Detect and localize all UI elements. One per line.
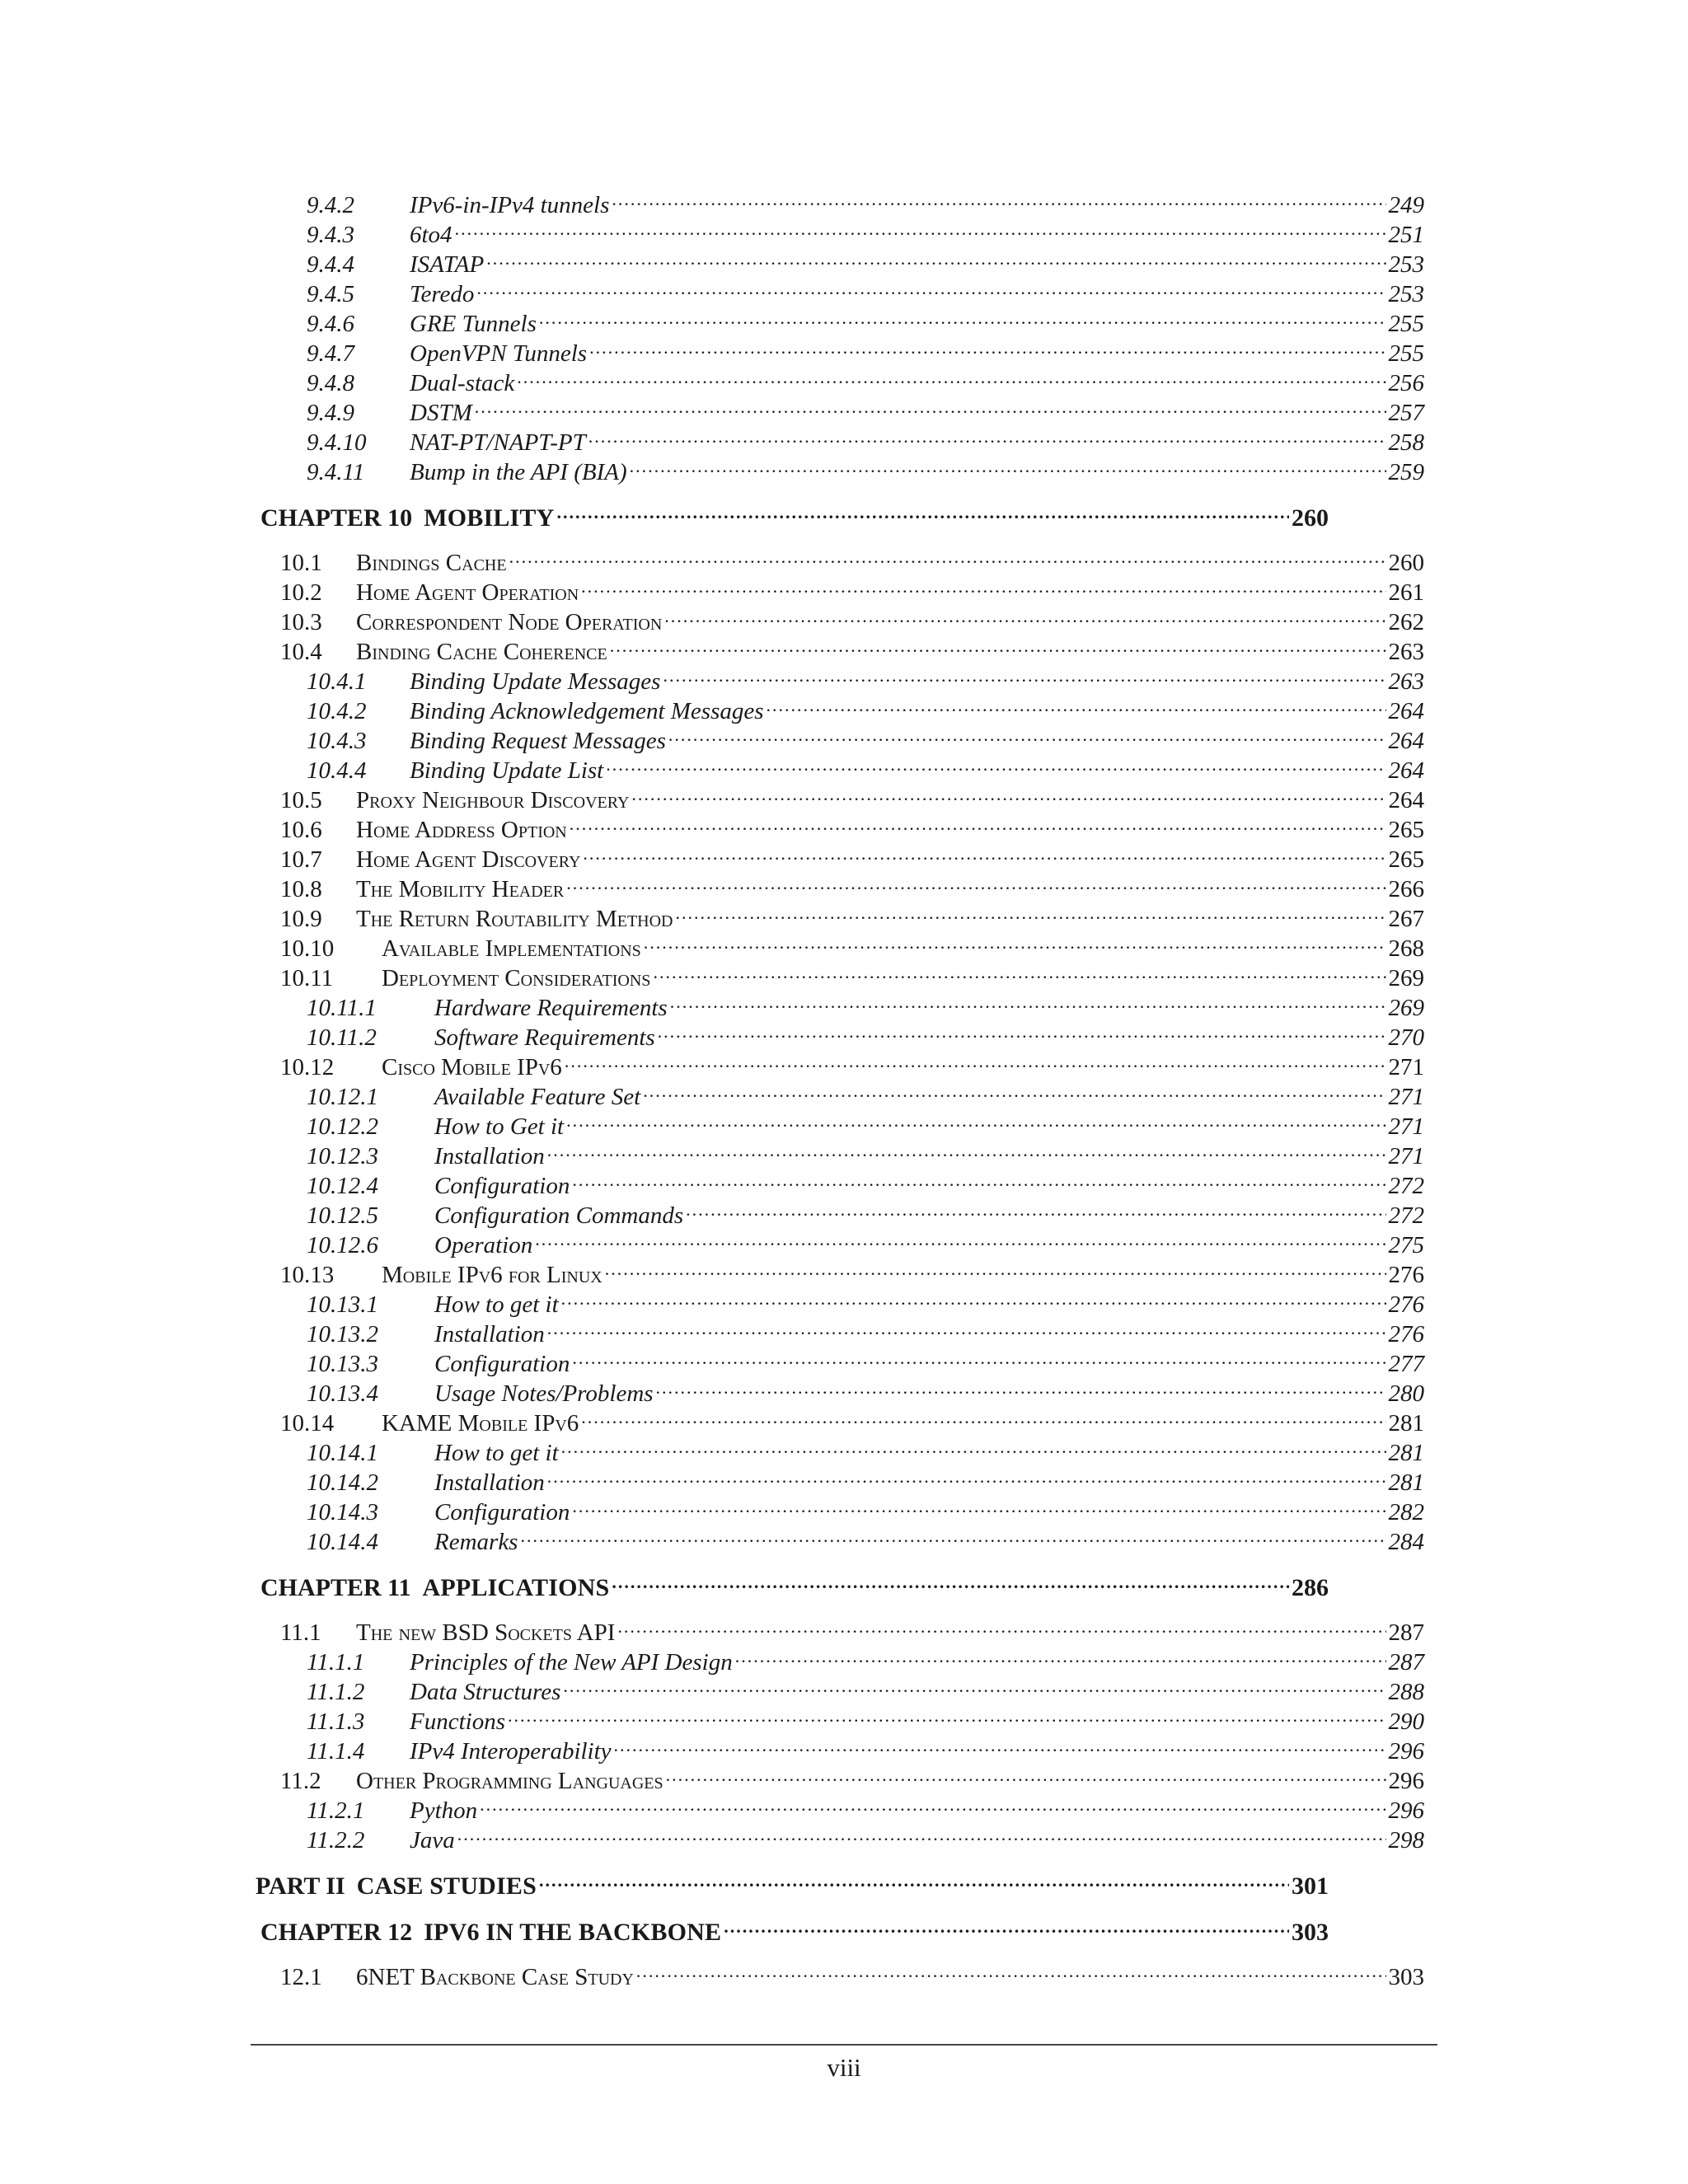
toc-entry[interactable]	[280, 897, 1424, 932]
dot-leader	[539, 1864, 1289, 1894]
toc-entry-page: 275	[1388, 1232, 1424, 1258]
toc-entry-number: 12.1	[280, 1964, 322, 1990]
toc-entry-page: 262	[1388, 609, 1424, 635]
dot-leader	[486, 242, 1386, 272]
dot-leader	[631, 778, 1386, 808]
toc-entry-number: 11.2	[280, 1768, 321, 1794]
dot-leader	[570, 808, 1386, 837]
toc-entry[interactable]	[280, 1955, 1424, 1990]
toc-entry-title: Available Implementations	[382, 935, 641, 962]
toc-entry[interactable]	[280, 926, 1424, 962]
toc-entry-page: 281	[1388, 1469, 1424, 1496]
dot-leader	[643, 1075, 1386, 1104]
toc-entry-number: 10.4.2	[307, 698, 367, 724]
toc-entry-title: Deployment Considerations	[382, 965, 651, 991]
dot-leader	[517, 361, 1386, 391]
toc-entry-page: 264	[1388, 757, 1424, 784]
toc-entry-page: 258	[1388, 429, 1424, 456]
toc-entry-number: 10.13.2	[307, 1321, 378, 1347]
dot-leader	[668, 719, 1386, 748]
toc-entry-page: 265	[1388, 846, 1424, 873]
toc-entry[interactable]	[307, 1164, 1424, 1199]
toc-entry-page: 251	[1388, 222, 1424, 248]
toc-entry[interactable]	[280, 1045, 1424, 1080]
dot-leader	[653, 956, 1386, 986]
toc-entry[interactable]	[307, 1104, 1424, 1140]
toc-entry-number: 10.14.3	[307, 1499, 378, 1526]
toc-entry-page: 277	[1388, 1351, 1424, 1377]
toc-entry[interactable]	[307, 1729, 1424, 1765]
toc-entry[interactable]	[307, 1371, 1424, 1407]
toc-entry-number: 9.4.11	[307, 459, 365, 485]
dot-leader	[572, 1164, 1386, 1193]
toc-entry-number: 10.11.1	[307, 995, 377, 1021]
toc-entry-title: Installation	[434, 1321, 545, 1347]
toc-entry-title: Hardware Requirements	[434, 995, 668, 1021]
toc-entry-page: 266	[1388, 876, 1424, 902]
toc-entry-title: Binding Acknowledgement Messages	[410, 698, 764, 724]
dot-leader	[658, 1015, 1386, 1045]
toc-entry[interactable]	[307, 1520, 1424, 1555]
toc-entry[interactable]	[307, 242, 1424, 278]
toc-entry[interactable]	[307, 1223, 1424, 1258]
dot-leader	[676, 897, 1386, 926]
toc-entry-number: 10.8	[280, 876, 322, 902]
dot-leader	[686, 1193, 1386, 1223]
toc-entry[interactable]	[307, 1490, 1424, 1526]
toc-entry-page: 267	[1388, 906, 1424, 932]
toc-entry[interactable]	[307, 213, 1424, 248]
toc-entry-title: Installation	[434, 1143, 545, 1169]
toc-entry-number: 9.4.5	[307, 281, 354, 307]
dot-leader	[547, 1460, 1386, 1490]
dot-leader	[455, 213, 1386, 242]
toc-chapter-entry[interactable]	[260, 1566, 1329, 1601]
toc-entry[interactable]	[307, 719, 1424, 754]
toc-entry[interactable]	[280, 956, 1424, 991]
toc-entry[interactable]	[307, 361, 1424, 396]
toc-entry-title: Usage Notes/Problems	[434, 1380, 654, 1407]
toc-entry-number: 10.14.2	[307, 1469, 378, 1496]
toc-entry-title: 6NET Backbone Case Study	[356, 1964, 634, 1990]
toc-entry[interactable]	[307, 1015, 1424, 1051]
toc-entry[interactable]	[307, 1788, 1424, 1824]
toc-entry-title: CASE STUDIES	[356, 1872, 537, 1900]
toc-entry-page: 281	[1388, 1410, 1424, 1436]
toc-entry-number: 9.4.7	[307, 340, 354, 367]
toc-entry-title: The Return Routability Method	[356, 906, 673, 932]
toc-entry-page: 286	[1292, 1574, 1329, 1601]
toc-entry-title: Mobile IPv6 for Linux	[382, 1262, 603, 1288]
toc-entry-page: 269	[1388, 965, 1424, 991]
toc-entry-page: 296	[1388, 1738, 1424, 1765]
toc-entry[interactable]	[307, 689, 1424, 724]
toc-chapter-entry[interactable]	[256, 1864, 1329, 1900]
footer-page-number: viii	[827, 2053, 861, 2082]
toc-entry-title: Other Programming Languages	[356, 1768, 663, 1794]
toc-entry-number: 10.11.2	[307, 1024, 377, 1051]
dot-leader	[588, 420, 1386, 450]
toc-entry[interactable]	[307, 1075, 1424, 1110]
dot-leader	[566, 1104, 1386, 1134]
toc-entry-page: 288	[1388, 1679, 1424, 1705]
toc-entry-number: 10.12.4	[307, 1173, 378, 1199]
toc-entry[interactable]	[307, 1431, 1424, 1466]
toc-entry-number: CHAPTER 12	[260, 1919, 413, 1946]
dot-leader	[664, 600, 1386, 630]
toc-entry[interactable]	[280, 570, 1424, 606]
dot-leader	[565, 1045, 1386, 1075]
toc-entry-title: How to get it	[434, 1440, 559, 1466]
toc-entry-title: Java	[410, 1827, 455, 1854]
toc-entry-title: How to Get it	[434, 1113, 565, 1140]
toc-entry[interactable]	[307, 986, 1424, 1021]
toc-entry-title: Available Feature Set	[434, 1084, 641, 1110]
toc-entry-title: Functions	[410, 1708, 505, 1735]
dot-leader	[480, 1788, 1386, 1818]
toc-entry-title: 6to4	[410, 222, 452, 248]
toc-entry-number: 10.7	[280, 846, 322, 873]
toc-entry-title: Home Address Option	[356, 817, 567, 843]
toc-entry-number: CHAPTER 10	[260, 504, 413, 532]
toc-entry-page: 296	[1388, 1768, 1424, 1794]
toc-entry-title: Configuration	[434, 1499, 570, 1526]
toc-entry-title: OpenVPN Tunnels	[410, 340, 588, 367]
dot-leader	[666, 1759, 1386, 1788]
dot-leader	[767, 689, 1386, 719]
dot-leader	[656, 1371, 1386, 1401]
dot-leader	[520, 1520, 1386, 1549]
toc-entry-number: 10.14.4	[307, 1529, 378, 1555]
dot-leader	[589, 331, 1386, 361]
toc-entry[interactable]	[307, 1193, 1424, 1229]
toc-entry[interactable]	[307, 391, 1424, 426]
toc-entry[interactable]	[307, 420, 1424, 456]
toc-entry-title: Binding Request Messages	[410, 728, 666, 754]
toc-entry-number: 9.4.9	[307, 400, 354, 426]
toc-entry-number: 10.4	[280, 639, 322, 665]
toc-entry-number: 10.4.4	[307, 757, 367, 784]
toc-entry-page: 270	[1388, 1024, 1424, 1051]
toc-entry[interactable]	[307, 1640, 1424, 1675]
toc-entry[interactable]	[307, 1282, 1424, 1318]
dot-leader	[561, 1431, 1386, 1460]
toc-entry-page: 287	[1388, 1649, 1424, 1675]
toc-entry[interactable]	[280, 1759, 1424, 1794]
toc-entry-number: 10.12.3	[307, 1143, 378, 1169]
toc-entry-title: Dual-stack	[410, 370, 515, 396]
dot-leader	[663, 659, 1386, 689]
toc-entry-title: The Mobility Header	[356, 876, 565, 902]
toc-entry-title: Remarks	[434, 1529, 518, 1555]
toc-entry-title: Principles of the New API Design	[410, 1649, 733, 1675]
dot-leader	[566, 867, 1386, 897]
dot-leader	[606, 748, 1386, 778]
dot-leader	[508, 1699, 1386, 1729]
toc-entry-title: IPv6-in-IPv4 tunnels	[410, 192, 610, 218]
dot-leader	[561, 1282, 1386, 1312]
dot-leader	[563, 1670, 1386, 1699]
toc-entry-title: Operation	[434, 1232, 533, 1258]
toc-entry-page: 276	[1388, 1262, 1424, 1288]
toc-entry[interactable]	[307, 1670, 1424, 1705]
toc-entry-number: 10.13.4	[307, 1380, 378, 1407]
dot-leader	[535, 1223, 1386, 1253]
toc-entry-number: 10.12.2	[307, 1113, 378, 1140]
toc-entry-page: 282	[1388, 1499, 1424, 1526]
toc-entry-page: 264	[1388, 728, 1424, 754]
toc-entry-number: PART II	[256, 1872, 345, 1900]
toc-entry-page: 263	[1388, 639, 1424, 665]
toc-entry-title: Home Agent Operation	[356, 579, 579, 606]
dot-leader	[636, 1955, 1386, 1985]
toc-entry[interactable]	[307, 1342, 1424, 1377]
toc-entry-page: 271	[1388, 1143, 1424, 1169]
toc-entry-number: 10.14.1	[307, 1440, 378, 1466]
toc-entry-number: 10.1	[280, 550, 322, 576]
toc-entry-page: 253	[1388, 251, 1424, 278]
toc-entry[interactable]	[307, 331, 1424, 367]
toc-entry[interactable]	[307, 1312, 1424, 1347]
toc-entry-number: 10.11	[280, 965, 334, 991]
dot-leader	[547, 1312, 1386, 1342]
toc-entry-title: Configuration	[434, 1173, 570, 1199]
toc-entry[interactable]	[307, 1460, 1424, 1496]
dot-leader	[547, 1134, 1386, 1164]
dot-leader	[572, 1490, 1386, 1520]
dot-leader	[572, 1342, 1386, 1371]
toc-entry-number: 10.10	[280, 935, 335, 962]
toc-entry-page: 272	[1388, 1173, 1424, 1199]
dot-leader	[475, 391, 1386, 420]
toc-entry-number: 10.12.5	[307, 1202, 378, 1229]
toc-entry[interactable]	[280, 808, 1424, 843]
dot-leader	[556, 496, 1289, 526]
toc-entry[interactable]	[280, 541, 1424, 576]
toc-entry-page: 249	[1388, 192, 1424, 218]
toc-entry-page: 271	[1388, 1113, 1424, 1140]
toc-entry-number: 10.4.3	[307, 728, 367, 754]
toc-entry-number: CHAPTER 11	[260, 1574, 411, 1601]
toc-entry-title: Configuration	[434, 1351, 570, 1377]
toc-entry-number: 11.1	[280, 1619, 321, 1646]
toc-entry-number: 10.4.1	[307, 668, 367, 695]
toc-entry-page: 280	[1388, 1380, 1424, 1407]
toc-entry-title: Data Structures	[410, 1679, 561, 1705]
dot-leader	[581, 570, 1386, 600]
toc-entry[interactable]	[280, 1253, 1424, 1288]
toc-entry-number: 10.12.1	[307, 1084, 378, 1110]
toc-entry[interactable]	[280, 867, 1424, 902]
toc-entry-title: Correspondent Node Operation	[356, 609, 663, 635]
toc-entry-page: 260	[1388, 550, 1424, 576]
toc-entry[interactable]	[280, 778, 1424, 813]
toc-entry-number: 11.2.1	[307, 1797, 365, 1824]
toc-entry-page: 255	[1388, 340, 1424, 367]
toc-entry-title: Home Agent Discovery	[356, 846, 581, 873]
toc-entry-number: 9.4.4	[307, 251, 354, 278]
toc-entry-title: How to get it	[434, 1291, 559, 1318]
toc-entry-title: Binding Update List	[410, 757, 604, 784]
toc-entry-number: 10.14	[280, 1410, 335, 1436]
toc-entry[interactable]	[307, 183, 1424, 218]
toc-entry-title: Bindings Cache	[356, 550, 507, 576]
footer-rule	[251, 2044, 1437, 2046]
toc-entry-page: 256	[1388, 370, 1424, 396]
toc-entry-title: APPLICATIONS	[422, 1574, 610, 1601]
toc-entry-page: 303	[1292, 1919, 1329, 1946]
dot-leader	[612, 1566, 1289, 1596]
toc-entry-page: 276	[1388, 1321, 1424, 1347]
toc-entry[interactable]	[307, 450, 1424, 485]
toc-entry-page: 296	[1388, 1797, 1424, 1824]
toc-entry-page: 263	[1388, 668, 1424, 695]
toc-entry-page: 253	[1388, 281, 1424, 307]
dot-leader	[614, 1729, 1386, 1759]
toc-entry-page: 264	[1388, 698, 1424, 724]
toc-entry-number: 10.3	[280, 609, 322, 635]
toc-entry-title: IPV6 IN THE BACKBONE	[424, 1919, 722, 1946]
toc-entry-number: 9.4.8	[307, 370, 354, 396]
dot-leader	[457, 1818, 1386, 1848]
toc-entry-page: 261	[1388, 579, 1424, 606]
toc-entry-page: 269	[1388, 995, 1424, 1021]
toc-entry-title: Python	[410, 1797, 478, 1824]
toc-entry-title: Installation	[434, 1469, 545, 1496]
toc-entry-number: 10.13.1	[307, 1291, 378, 1318]
toc-entry-page: 264	[1388, 787, 1424, 813]
toc-entry-number: 11.1.4	[307, 1738, 365, 1765]
toc-entry-page: 298	[1388, 1827, 1424, 1854]
toc-entry[interactable]	[307, 748, 1424, 784]
toc-entry-number: 10.13	[280, 1262, 335, 1288]
toc-entry-title: Proxy Neighbour Discovery	[356, 787, 630, 813]
dot-leader	[644, 926, 1386, 956]
toc-entry-page: 255	[1388, 311, 1424, 337]
toc-entry[interactable]	[307, 1134, 1424, 1169]
toc-entry-title: KAME Mobile IPv6	[382, 1410, 579, 1436]
toc-entry-number: 11.1.2	[307, 1679, 365, 1705]
toc-entry[interactable]	[280, 600, 1424, 635]
toc-entry-number: 10.12	[280, 1054, 335, 1080]
toc-entry-number: 10.9	[280, 906, 322, 932]
toc-entry-number: 10.2	[280, 579, 322, 606]
toc-entry-page: 265	[1388, 817, 1424, 843]
toc-entry-title: GRE Tunnels	[410, 311, 537, 337]
dot-leader	[539, 302, 1386, 331]
toc-entry-page: 271	[1388, 1054, 1424, 1080]
toc-entry-page: 260	[1292, 504, 1329, 532]
toc-entry-title: Cisco Mobile IPv6	[382, 1054, 562, 1080]
dot-leader	[612, 183, 1386, 213]
dot-leader	[581, 1401, 1386, 1431]
dot-leader	[476, 272, 1386, 302]
toc-entry-page: 301	[1292, 1872, 1329, 1900]
toc-entry-title: DSTM	[410, 400, 472, 426]
dot-leader	[724, 1910, 1289, 1940]
dot-leader	[617, 1610, 1386, 1640]
toc-entry-number: 11.2.2	[307, 1827, 365, 1854]
toc-entry-title: Teredo	[410, 281, 475, 307]
toc-entry-title: Binding Update Messages	[410, 668, 661, 695]
dot-leader	[630, 450, 1386, 480]
toc-entry[interactable]	[307, 302, 1424, 337]
toc-entry[interactable]	[280, 1610, 1424, 1646]
toc-entry-page: 284	[1388, 1529, 1424, 1555]
toc-entry[interactable]	[307, 659, 1424, 695]
toc-entry-title: Binding Cache Coherence	[356, 639, 607, 665]
toc-entry-number: 10.5	[280, 787, 322, 813]
toc-entry-page: 271	[1388, 1084, 1424, 1110]
toc-entry-number: 11.1.3	[307, 1708, 365, 1735]
toc-entry-title: Software Requirements	[434, 1024, 655, 1051]
toc-entry-title: NAT-PT/NAPT-PT	[410, 429, 586, 456]
toc-entry-page: 257	[1388, 400, 1424, 426]
toc-entry-title: ISATAP	[410, 251, 485, 278]
toc-entry[interactable]	[280, 630, 1424, 665]
toc-entry-number: 10.13.3	[307, 1351, 378, 1377]
toc-entry-page: 268	[1388, 935, 1424, 962]
toc-entry[interactable]	[307, 1818, 1424, 1854]
toc-entry-number: 9.4.6	[307, 311, 354, 337]
toc-entry-page: 259	[1388, 459, 1424, 485]
dot-leader	[670, 986, 1386, 1015]
toc-entry-number: 9.4.2	[307, 192, 354, 218]
toc-entry-page: 303	[1388, 1964, 1424, 1990]
dot-leader	[605, 1253, 1386, 1282]
toc-entry[interactable]	[280, 1401, 1424, 1436]
toc-entry-title: The new BSD Sockets API	[356, 1619, 616, 1646]
toc-entry-number: 10.6	[280, 817, 322, 843]
dot-leader	[583, 837, 1386, 867]
toc-entry-number: 11.1.1	[307, 1649, 365, 1675]
toc-chapter-entry[interactable]	[260, 1910, 1329, 1946]
toc-entry-number: 9.4.10	[307, 429, 367, 456]
toc-entry-number: 10.12.6	[307, 1232, 378, 1258]
toc-entry[interactable]	[280, 837, 1424, 873]
dot-leader	[610, 630, 1386, 659]
toc-entry-title: Bump in the API (BIA)	[410, 459, 627, 485]
toc-entry[interactable]	[307, 272, 1424, 307]
dot-leader	[735, 1640, 1386, 1670]
toc-entry-title: IPv4 Interoperability	[410, 1738, 612, 1765]
toc-entry-page: 276	[1388, 1291, 1424, 1318]
toc-entry[interactable]	[307, 1699, 1424, 1735]
toc-entry-page: 272	[1388, 1202, 1424, 1229]
toc-entry-title: MOBILITY	[424, 504, 555, 532]
toc-chapter-entry[interactable]	[260, 496, 1329, 532]
toc-entry-page: 281	[1388, 1440, 1424, 1466]
toc-entry-title: Configuration Commands	[434, 1202, 684, 1229]
toc-entry-page: 287	[1388, 1619, 1424, 1646]
toc-entry-number: 9.4.3	[307, 222, 354, 248]
toc-entry-page: 290	[1388, 1708, 1424, 1735]
dot-leader	[509, 541, 1386, 570]
